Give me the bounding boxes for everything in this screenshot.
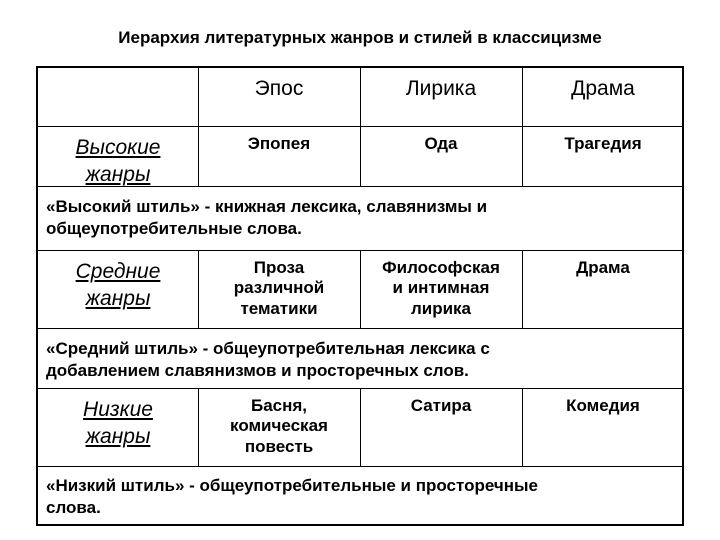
middle-lyric-line3: лирика (410, 298, 472, 318)
low-style-line1: «Низкий штиль» - общеупотребительные и просторечные (46, 476, 539, 495)
middle-style-note (46, 338, 490, 382)
genre-middle-line1: Средние (75, 260, 161, 283)
genre-low-line2: жанры (85, 425, 151, 449)
genre-middle-line2: жанры (85, 287, 151, 311)
genre-middle (38, 258, 198, 313)
header-epos: Эпос (254, 77, 304, 100)
middle-lyric-line1: Философская (382, 258, 500, 277)
low-epos-line3: повесть (244, 436, 314, 456)
low-epos (198, 396, 360, 457)
header-lyric: Лирика (405, 77, 477, 100)
middle-style-line2: добавлением славянизмов и просторечных слов. (46, 361, 469, 380)
row-divider-low-style (38, 466, 682, 467)
middle-drama: Драма (576, 258, 630, 277)
middle-lyric (360, 258, 522, 319)
genre-low (38, 396, 198, 451)
low-drama: Комедия (566, 396, 640, 415)
high-style-note (46, 196, 487, 240)
high-drama: Трагедия (564, 134, 642, 153)
genre-high (38, 134, 198, 189)
genre-hierarchy-table (36, 66, 684, 526)
high-style-line1: «Высокий штиль» - книжная лексика, славянизмы и (46, 197, 488, 216)
low-style-note (46, 475, 538, 519)
low-lyric: Сатира (410, 396, 472, 415)
middle-lyric-line2: и интимная (392, 278, 490, 298)
low-epos-line1: Басня, (250, 396, 308, 415)
middle-style-line1: «Средний штиль» - общеупотребительная лексика с (46, 339, 490, 358)
middle-epos-line3: тематики (240, 298, 318, 318)
genre-low-line1: Низкие (83, 398, 153, 421)
header-drama: Драма (571, 77, 635, 100)
genre-high-line1: Высокие (75, 136, 161, 159)
high-epos: Эпопея (247, 134, 311, 153)
middle-epos-line1: Проза (253, 258, 305, 277)
low-style-line2: слова. (46, 498, 101, 517)
high-style-line2: общеупотребительные слова. (46, 219, 302, 238)
page-title: Иерархия литературных жанров и стилей в классицизме (118, 28, 602, 47)
low-epos-line2: комическая (230, 416, 328, 436)
high-lyric: Ода (424, 134, 458, 153)
row-divider-middle-style (38, 328, 682, 329)
middle-epos-line2: различной (233, 278, 325, 298)
genre-high-line2: жанры (85, 163, 151, 187)
middle-epos (198, 258, 360, 319)
